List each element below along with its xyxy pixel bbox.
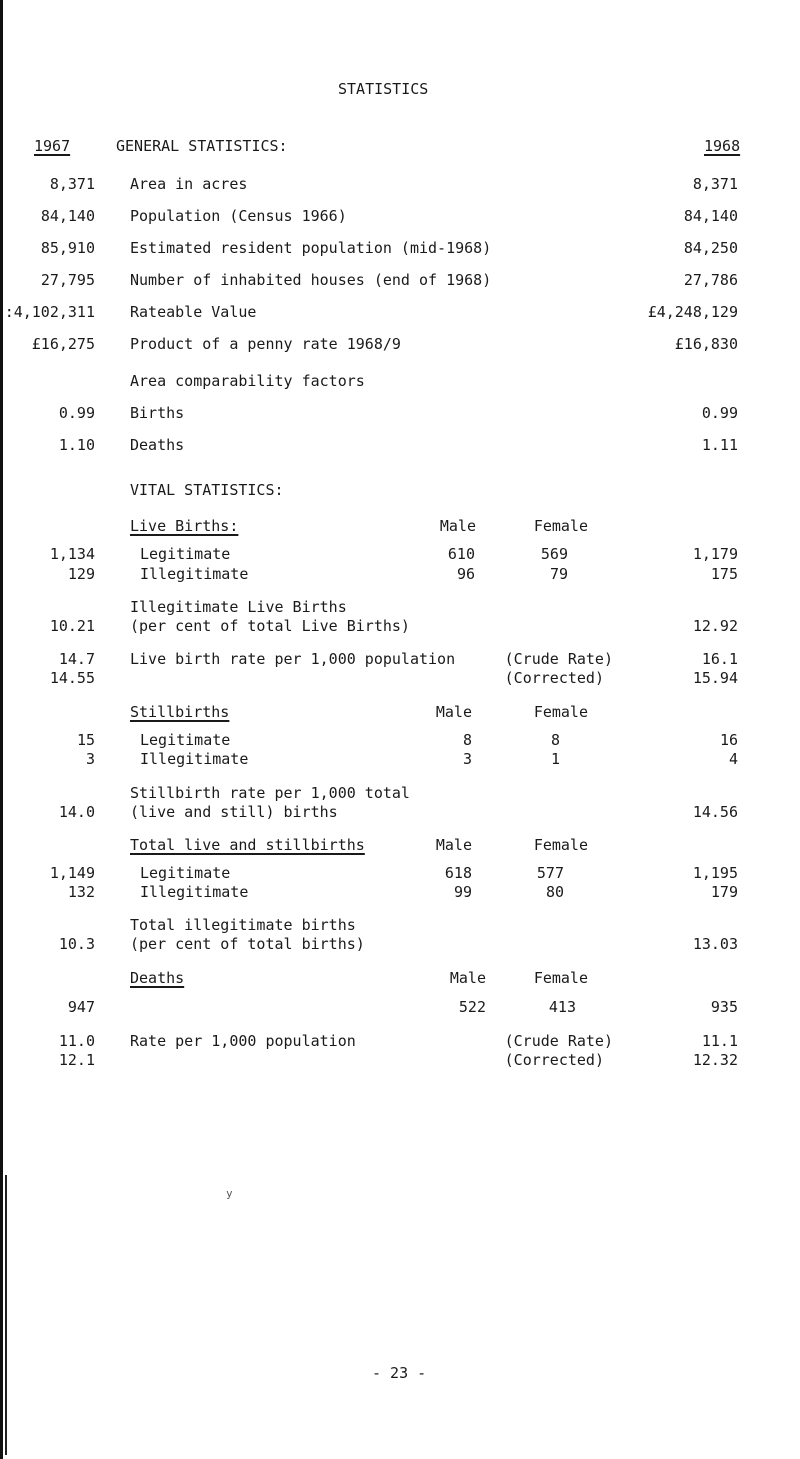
area-1968: 8,371 (692, 175, 738, 193)
total-illegitimate-label: Illegitimate (140, 883, 249, 901)
birth-rate-crude-1967: 14.7 (58, 650, 95, 668)
stillbirths-female-header: Female (533, 703, 588, 721)
stillbirths-heading: Stillbirths (130, 703, 230, 721)
total-illegitimate-male: 99 (453, 883, 472, 901)
penny-rate-1968: £16,830 (674, 335, 738, 353)
estimated-population-1967: 85,910 (40, 239, 95, 257)
inhabited-houses-1968: 27,786 (683, 271, 738, 289)
deaths-female-header: Female (533, 969, 588, 987)
stillbirths-male-header: Male (435, 703, 472, 721)
still-legitimate-label: Legitimate (140, 731, 231, 749)
live-illegitimate-female: 79 (549, 565, 568, 583)
illegitimate-live-births-label: Illegitimate Live Births (130, 598, 347, 616)
total-legitimate-1968: 1,195 (692, 864, 738, 882)
live-legitimate-female: 569 (540, 545, 568, 563)
stillbirth-rate-1967: 14.0 (58, 803, 95, 821)
population-census-1967: 84,140 (40, 207, 95, 225)
illegitimate-percent-1967: 10.21 (49, 617, 95, 635)
birth-rate-corrected-label: (Corrected) (504, 669, 604, 687)
estimated-population-1968: 84,250 (683, 239, 738, 257)
total-illegitimate-percent-1968: 13.03 (692, 935, 738, 953)
still-legitimate-1968: 16 (719, 731, 738, 749)
acf-deaths-1968: 1.11 (701, 436, 738, 454)
illegitimate-percent-label: (per cent of total Live Births) (130, 617, 410, 635)
death-rate-crude-1967: 11.0 (58, 1032, 95, 1050)
stillbirth-rate-label: Stillbirth rate per 1,000 total (130, 784, 410, 802)
total-births-male-header: Male (435, 836, 472, 854)
stillbirth-rate-1968: 14.56 (692, 803, 738, 821)
total-illegitimate-female: 80 (545, 883, 564, 901)
birth-rate-label: Live birth rate per 1,000 population (130, 650, 456, 668)
live-births-heading: Live Births: (130, 517, 239, 535)
death-rate-crude-1968: 11.1 (701, 1032, 738, 1050)
area-label: Area in acres (130, 175, 248, 193)
population-census-1968: 84,140 (683, 207, 738, 225)
deaths-1967: 947 (67, 998, 95, 1016)
total-legitimate-female: 577 (536, 864, 564, 882)
area-1967: 8,371 (49, 175, 95, 193)
live-illegitimate-label: Illegitimate (140, 565, 249, 583)
total-illegitimate-births-label: Total illegitimate births (130, 916, 356, 934)
still-legitimate-female: 8 (550, 731, 560, 749)
birth-rate-crude-1968: 16.1 (701, 650, 738, 668)
birth-rate-corrected-1968: 15.94 (692, 669, 738, 687)
acf-deaths-label: Deaths (130, 436, 185, 454)
live-legitimate-1967: 1,134 (49, 545, 95, 563)
rateable-value-1968: £4,248,129 (647, 303, 738, 321)
rateable-value-label: Rateable Value (130, 303, 257, 321)
still-illegitimate-1968: 4 (728, 750, 738, 768)
live-illegitimate-1967: 129 (67, 565, 95, 583)
scan-edge-line (0, 0, 3, 1459)
acf-deaths-1967: 1.10 (58, 436, 95, 454)
stray-mark: y (226, 1187, 233, 1200)
death-rate-crude-label: (Crude Rate) (504, 1032, 613, 1050)
population-census-label: Population (Census 1966) (130, 207, 347, 225)
deaths-male: 522 (458, 998, 486, 1016)
page-title: STATISTICS (338, 80, 429, 98)
general-statistics-heading: GENERAL STATISTICS: (116, 137, 288, 155)
acf-births-1968: 0.99 (701, 404, 738, 422)
rateable-value-1967: :4,102,311 (4, 303, 95, 321)
acf-births-label: Births (130, 404, 185, 422)
total-illegitimate-percent-label: (per cent of total births) (130, 935, 365, 953)
deaths-female: 413 (548, 998, 576, 1016)
penny-rate-1967: £16,275 (31, 335, 95, 353)
deaths-1968: 935 (710, 998, 738, 1016)
total-legitimate-label: Legitimate (140, 864, 231, 882)
birth-rate-crude-label: (Crude Rate) (504, 650, 613, 668)
still-legitimate-1967: 15 (76, 731, 95, 749)
deaths-heading: Deaths (130, 969, 185, 987)
total-illegitimate-1968: 179 (710, 883, 738, 901)
stillbirth-rate-sublabel: (live and still) births (130, 803, 338, 821)
illegitimate-percent-1968: 12.92 (692, 617, 738, 635)
vital-statistics-heading: VITAL STATISTICS: (130, 481, 284, 499)
live-births-male-header: Male (439, 517, 476, 535)
live-legitimate-male: 610 (447, 545, 475, 563)
total-legitimate-male: 618 (444, 864, 472, 882)
area-comparability-heading: Area comparability factors (130, 372, 365, 390)
live-illegitimate-1968: 175 (710, 565, 738, 583)
total-illegitimate-percent-1967: 10.3 (58, 935, 95, 953)
year-1968-header: 1968 (704, 137, 741, 155)
total-illegitimate-1967: 132 (67, 883, 95, 901)
inhabited-houses-label: Number of inhabited houses (end of 1968) (130, 271, 492, 289)
live-legitimate-label: Legitimate (140, 545, 231, 563)
birth-rate-corrected-1967: 14.55 (49, 669, 95, 687)
live-births-female-header: Female (533, 517, 588, 535)
death-rate-corrected-1967: 12.1 (58, 1051, 95, 1069)
still-illegitimate-female: 1 (550, 750, 560, 768)
death-rate-corrected-1968: 12.32 (692, 1051, 738, 1069)
scan-edge-line (5, 1175, 7, 1455)
total-births-female-header: Female (533, 836, 588, 854)
total-births-heading: Total live and stillbirths (130, 836, 365, 854)
page-number: - 23 - (372, 1364, 427, 1382)
total-legitimate-1967: 1,149 (49, 864, 95, 882)
still-illegitimate-label: Illegitimate (140, 750, 249, 768)
acf-births-1967: 0.99 (58, 404, 95, 422)
estimated-population-label: Estimated resident population (mid-1968) (130, 239, 492, 257)
death-rate-corrected-label: (Corrected) (504, 1051, 604, 1069)
deaths-male-header: Male (449, 969, 486, 987)
year-1967-header: 1967 (34, 137, 71, 155)
still-illegitimate-male: 3 (462, 750, 472, 768)
live-legitimate-1968: 1,179 (692, 545, 738, 563)
penny-rate-label: Product of a penny rate 1968/9 (130, 335, 401, 353)
live-illegitimate-male: 96 (456, 565, 475, 583)
still-illegitimate-1967: 3 (85, 750, 95, 768)
death-rate-label: Rate per 1,000 population (130, 1032, 356, 1050)
inhabited-houses-1967: 27,795 (40, 271, 95, 289)
still-legitimate-male: 8 (462, 731, 472, 749)
